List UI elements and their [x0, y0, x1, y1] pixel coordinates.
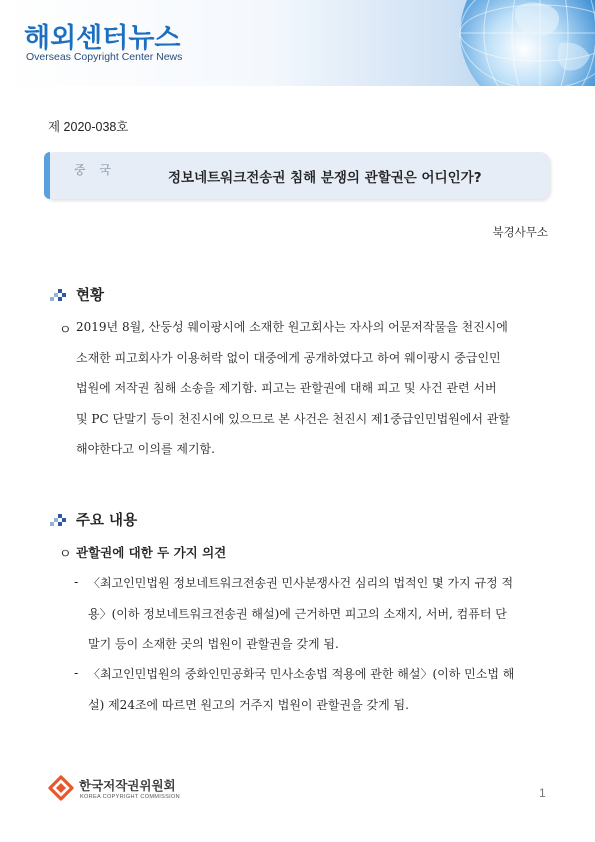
issue-number: 제 2020-038호 [48, 120, 129, 134]
newsletter-title: 해외센터뉴스 [24, 23, 181, 54]
opinion-paragraph-1 [88, 568, 554, 660]
paragraph-line: 〈최고인민법원 정보네트워크전송권 민사분쟁사건 심리의 법적인 몇 가지 규정 적 [88, 576, 514, 590]
section-heading-status [50, 284, 104, 305]
dash-marker: - [74, 575, 79, 589]
article-title: 정보네트워크전송권 침해 분쟁의 관할권은 어디인가? [168, 170, 482, 186]
bullet-marker: ㅇ [59, 323, 72, 338]
opinion-paragraph-2 [88, 659, 554, 720]
page-number: 1 [539, 786, 546, 800]
paragraph-line: 2019년 8월, 산둥성 웨이팡시에 소재한 원고회사는 자사의 어문저작물을 천진시에 [76, 320, 508, 334]
paragraph-line: 해야한다고 이의를 제기함. [76, 442, 215, 456]
paragraph-line: 및 PC 단말기 등이 천진시에 있으므로 본 사건은 천진시 제1중급인민법원에서 관할 [76, 411, 510, 426]
dash-marker: - [74, 666, 79, 680]
paragraph-line: 용〉(이하 정보네트워크전송권 해설)에 근거하면 피고의 소재지, 서버, 컴퓨터 단 [88, 606, 507, 621]
paragraph-line: 〈최고인민법원의 중화인민공화국 민사소송법 적용에 관한 해설〉(이하 민소법 해 [88, 667, 515, 681]
country-label: 중 국 [74, 163, 116, 177]
section-heading-main [50, 509, 137, 530]
subsection-title: 관할권에 대한 두 가지 의견 [76, 545, 227, 560]
paragraph-line: 설) 제24조에 따르면 원고의 거주지 법원이 관할권을 갖게 됨. [88, 697, 409, 712]
globe-icon [455, 0, 595, 86]
bullet-marker: ㅇ [59, 547, 72, 562]
status-paragraph [76, 312, 556, 465]
organization-name: 한국저작권위원회 [79, 778, 176, 793]
title-accent-bar [44, 152, 50, 199]
paragraph-line: 법원에 저작권 침해 소송을 제기함. 피고는 관할권에 대해 피고 및 사건 관련 서버 [76, 381, 497, 395]
section-bullet-icon [50, 514, 66, 526]
paragraph-line: 말기 등이 소재한 곳의 법원이 관할권을 갖게 됨. [88, 637, 339, 651]
newsletter-subtitle: Overseas Copyright Center News [26, 51, 183, 63]
article-title-box [44, 152, 550, 199]
office-name: 북경사무소 [492, 225, 548, 239]
commission-logo-icon [48, 775, 74, 801]
header-banner [0, 0, 595, 86]
section-title: 현황 [76, 288, 105, 304]
organization-name-en: KOREA COPYRIGHT COMMISSION [80, 794, 181, 800]
paragraph-line: 소재한 피고회사가 이용허락 없이 대중에게 공개하였다고 하여 웨이팡시 중급인민 [76, 350, 501, 365]
section-title: 주요 내용 [76, 513, 138, 529]
section-bullet-icon [50, 289, 66, 301]
